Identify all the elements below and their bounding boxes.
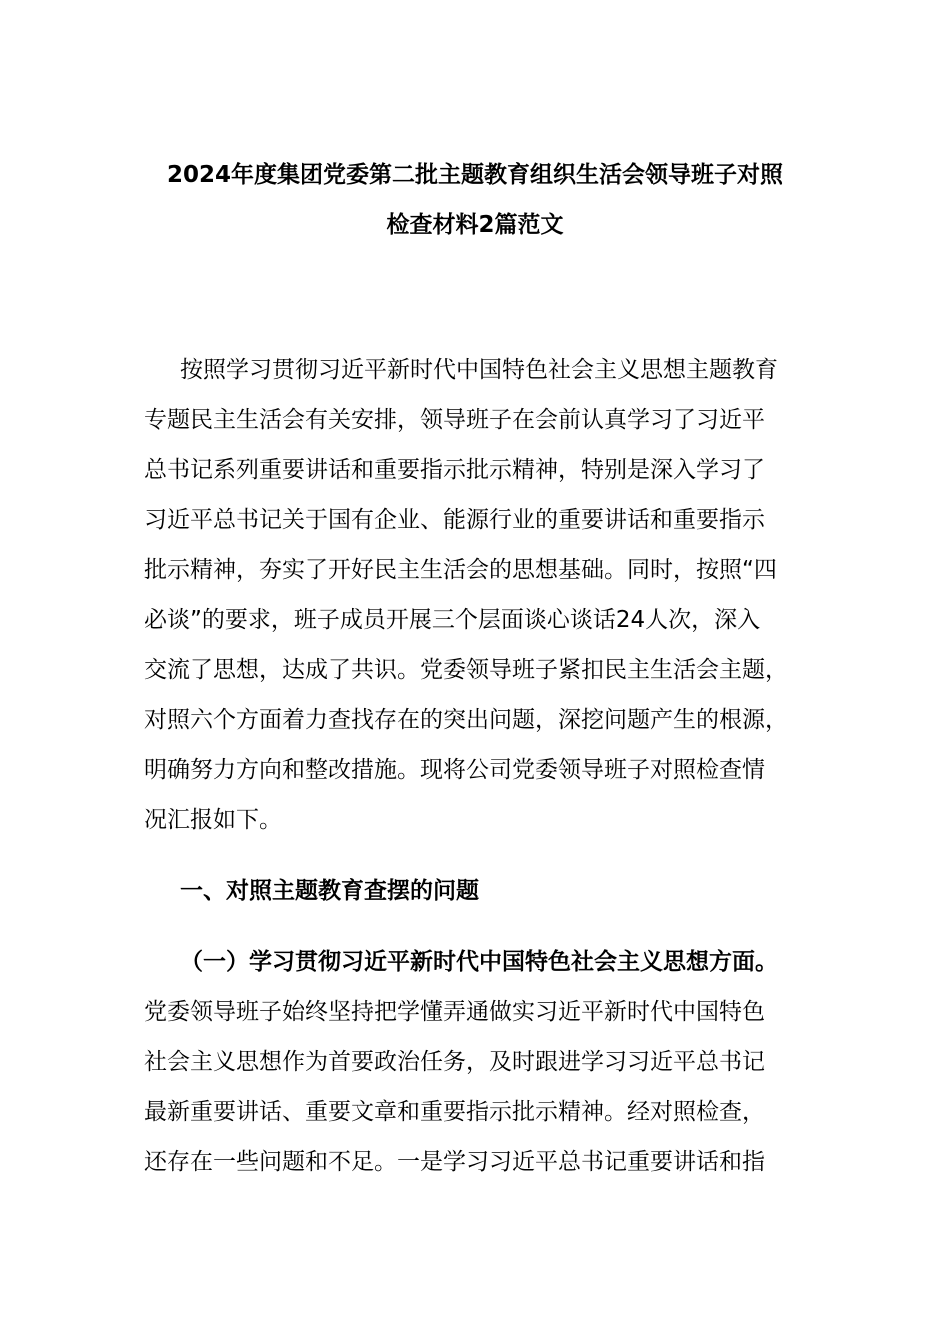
intro-line-3: 总书记系列重要讲话和重要指示批示精神，特别是深入学习了 — [144, 457, 765, 483]
body-line-1: 党委领导班子始终坚持把学懂弄通做实习近平新时代中国特色 — [144, 999, 765, 1025]
body-line-3: 最新重要讲话、重要文章和重要指示批示精神。经对照检查， — [144, 1099, 765, 1125]
intro-line-6: 必谈”的要求，班子成员开展三个层面谈心谈话24人次，深入 — [144, 607, 761, 633]
intro-line-1: 按照学习贯彻习近平新时代中国特色社会主义思想主题教育 — [180, 357, 778, 383]
intro-line-8: 对照六个方面着力查找存在的突出问题，深挖问题产生的根源， — [144, 707, 788, 733]
intro-line-4: 习近平总书记关于国有企业、能源行业的重要讲话和重要指示 — [144, 507, 765, 533]
body-line-2: 社会主义思想作为首要政治任务，及时跟进学习习近平总书记 — [144, 1049, 765, 1075]
intro-line-7: 交流了思想，达成了共识。党委领导班子紧扣民主生活会主题， — [144, 657, 788, 683]
intro-line-9: 明确努力方向和整改措施。现将公司党委领导班子对照检查情 — [144, 757, 765, 783]
title-line-1: 2024年度集团党委第二批主题教育组织生活会领导班子对照 — [166, 162, 783, 188]
subsection-heading: （一）学习贯彻习近平新时代中国特色社会主义思想方面。 — [180, 949, 778, 975]
title-line-2: 检查材料2篇范文 — [386, 212, 564, 238]
document-title — [140, 150, 810, 250]
intro-line-10: 况汇报如下。 — [144, 807, 282, 833]
intro-line-2: 专题民主生活会有关安排，领导班子在会前认真学习了习近平 — [144, 407, 765, 433]
intro-line-5: 批示精神，夯实了开好民主生活会的思想基础。同时，按照“四 — [144, 557, 777, 583]
section-heading: 一、对照主题教育查摆的问题 — [180, 878, 479, 904]
body-line-4: 还存在一些问题和不足。一是学习习近平总书记重要讲话和指 — [144, 1149, 765, 1175]
